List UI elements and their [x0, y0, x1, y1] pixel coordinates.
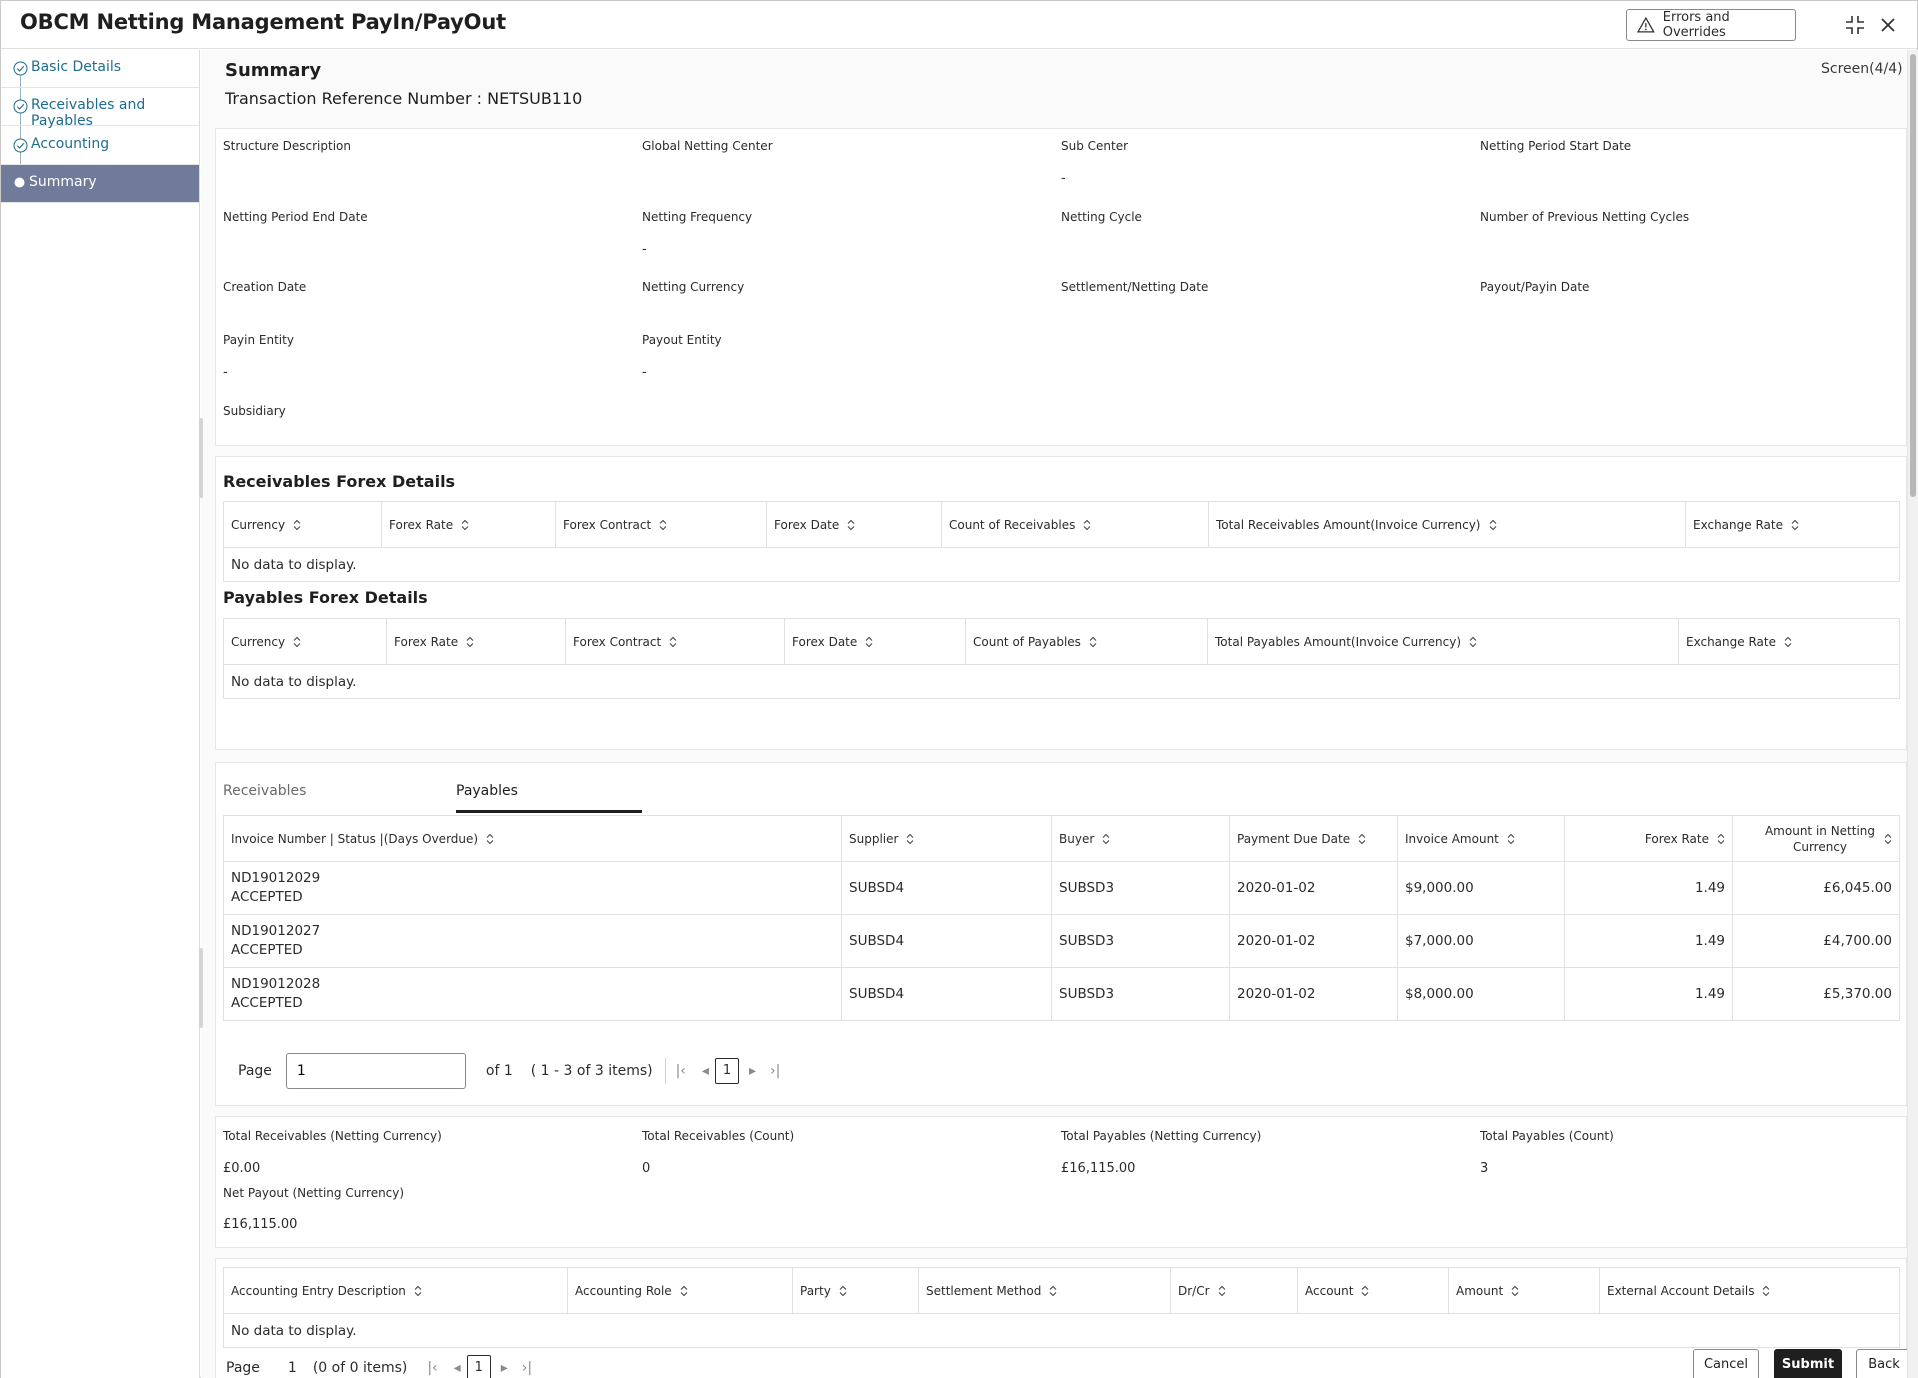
column-header[interactable]: Dr/Cr: [1171, 1268, 1298, 1314]
invoice-status: ACCEPTED: [231, 889, 303, 905]
previous-page-icon[interactable]: ◂: [453, 1360, 461, 1376]
sort-icon[interactable]: [1358, 833, 1366, 845]
errors-button-label: Errors and Overrides: [1662, 10, 1730, 40]
payables-forex-table: [223, 618, 1900, 699]
column-header[interactable]: Settlement Method: [919, 1268, 1171, 1314]
invoice-status: ACCEPTED: [231, 942, 303, 958]
page-items-text: ( 1 - 3 of 3 items): [530, 1063, 653, 1079]
column-header[interactable]: Accounting Role: [568, 1268, 793, 1314]
empty-table-message: No data to display.: [224, 1314, 1900, 1348]
forex-details-panel: [215, 456, 1907, 750]
field-label: Creation Date: [223, 280, 307, 294]
field-label: Total Payables (Netting Currency): [1061, 1129, 1262, 1143]
step-navigation: [1, 50, 200, 1378]
active-tab-indicator: [456, 810, 642, 813]
column-header[interactable]: Currency: [224, 619, 387, 665]
buyer-cell: SUBSD3: [1052, 915, 1230, 968]
table-row[interactable]: [224, 968, 1900, 1021]
column-header[interactable]: Forex Contract: [566, 619, 785, 665]
current-step-dot-icon: [14, 177, 29, 192]
field-label: Total Payables (Count): [1480, 1129, 1614, 1143]
errors-and-overrides-button[interactable]: [1626, 9, 1796, 41]
field-value: £16,115.00: [223, 1217, 298, 1232]
minimize-icon[interactable]: [1844, 14, 1866, 36]
first-page-icon[interactable]: |‹: [675, 1063, 686, 1079]
main-content: [201, 50, 1909, 1378]
header-bar: [1, 1, 1917, 49]
column-header[interactable]: Amount: [1449, 1268, 1600, 1314]
step-receivables-and-payables[interactable]: [1, 88, 199, 129]
sort-icon[interactable]: [847, 519, 855, 531]
column-header[interactable]: Exchange Rate: [1679, 619, 1900, 665]
accounting-table: [223, 1267, 1900, 1348]
payables-invoice-table: [223, 815, 1900, 1021]
invoice-number: ND19012029: [231, 870, 321, 886]
next-page-icon[interactable]: ▸: [748, 1063, 756, 1079]
page-number-input[interactable]: [286, 1053, 466, 1089]
sort-icon[interactable]: [1089, 636, 1097, 648]
field-value: -: [642, 365, 647, 380]
column-header[interactable]: Forex Date: [767, 502, 942, 548]
supplier-cell: SUBSD4: [842, 968, 1052, 1021]
sort-icon[interactable]: [486, 833, 494, 845]
sort-icon[interactable]: [1083, 519, 1091, 531]
invoice-amount-cell: $7,000.00: [1398, 915, 1565, 968]
resize-grip[interactable]: [199, 948, 203, 1028]
check-circle-icon: [13, 61, 28, 76]
column-header[interactable]: Payment Due Date: [1230, 816, 1398, 862]
column-header[interactable]: Party: [793, 1268, 919, 1314]
field-label: Netting Period End Date: [223, 210, 368, 224]
field-label: Number of Previous Netting Cycles: [1480, 210, 1690, 224]
sort-icon[interactable]: [1884, 833, 1892, 845]
column-header[interactable]: Total Payables Amount(Invoice Currency): [1208, 619, 1679, 665]
sort-icon[interactable]: [1784, 636, 1792, 648]
netting-amount-cell: £5,370.00: [1733, 968, 1900, 1021]
tab-receivables[interactable]: Receivables: [223, 783, 307, 799]
sort-icon[interactable]: [680, 1285, 688, 1297]
field-label: Structure Description: [223, 139, 351, 153]
sort-icon[interactable]: [461, 519, 469, 531]
column-header[interactable]: Forex Date: [785, 619, 966, 665]
step-summary[interactable]: [1, 165, 199, 203]
field-label: Payin Entity: [223, 333, 294, 347]
column-header[interactable]: Buyer: [1052, 816, 1230, 862]
column-header[interactable]: Total Receivables Amount(Invoice Currency): [1209, 502, 1686, 548]
step-label: Receivables and Payables: [31, 97, 146, 129]
page-label: Page: [238, 1063, 272, 1079]
column-header[interactable]: Invoice Number | Status |(Days Overdue): [224, 816, 842, 862]
sort-icon[interactable]: [839, 1285, 847, 1297]
current-page-button[interactable]: 1: [715, 1058, 739, 1084]
check-circle-icon: [13, 138, 28, 153]
sort-icon[interactable]: [293, 636, 301, 648]
buyer-cell: SUBSD3: [1052, 862, 1230, 915]
next-page-icon[interactable]: ▸: [500, 1360, 508, 1376]
receivables-forex-title: Receivables Forex Details: [223, 472, 456, 491]
payables-forex-title: Payables Forex Details: [223, 588, 428, 607]
scrollbar-thumb[interactable]: [1910, 54, 1916, 497]
column-header[interactable]: Forex Rate: [387, 619, 566, 665]
field-label: Netting Frequency: [642, 210, 753, 224]
tab-payables[interactable]: Payables: [456, 783, 518, 799]
column-header[interactable]: Accounting Entry Description: [224, 1268, 568, 1314]
netting-amount-cell: £4,700.00: [1733, 915, 1900, 968]
invoice-number: ND19012027: [231, 923, 321, 939]
forex-rate-cell: 1.49: [1565, 915, 1733, 968]
summary-details-panel: [215, 128, 1907, 446]
screen-indicator: Screen(4/4): [1821, 61, 1903, 77]
totals-panel: [215, 1116, 1907, 1248]
field-label: Sub Center: [1061, 139, 1129, 153]
field-label: Subsidiary: [223, 404, 286, 418]
empty-table-message: No data to display.: [224, 665, 1900, 699]
page-items-text: (0 of 0 items): [312, 1360, 408, 1376]
sort-icon[interactable]: [1762, 1285, 1770, 1297]
sort-icon[interactable]: [1049, 1285, 1057, 1297]
sort-icon[interactable]: [906, 833, 914, 845]
due-date-cell: 2020-01-02: [1230, 915, 1398, 968]
column-header[interactable]: Forex Rate: [382, 502, 556, 548]
field-value: £16,115.00: [1061, 1161, 1136, 1176]
column-header[interactable]: Invoice Amount: [1398, 816, 1565, 862]
netting-amount-cell: £6,045.00: [1733, 862, 1900, 915]
supplier-cell: SUBSD4: [842, 915, 1052, 968]
field-label: Netting Cycle: [1061, 210, 1142, 224]
column-header[interactable]: Exchange Rate: [1686, 502, 1900, 548]
column-header[interactable]: Amount in Netting Currency: [1733, 816, 1900, 862]
supplier-cell: SUBSD4: [842, 862, 1052, 915]
close-icon[interactable]: [1877, 14, 1899, 36]
field-value: £0.00: [223, 1161, 261, 1176]
page-label: Page: [226, 1360, 260, 1376]
accounting-panel: [215, 1258, 1907, 1378]
column-header[interactable]: Forex Rate: [1565, 816, 1733, 862]
summary-title: Summary: [225, 60, 322, 81]
field-value: 0: [642, 1161, 651, 1176]
field-label: Global Netting Center: [642, 139, 773, 153]
first-page-icon[interactable]: |‹: [427, 1360, 438, 1376]
back-button[interactable]: Back: [1856, 1349, 1912, 1378]
sort-icon[interactable]: [466, 636, 474, 648]
field-value: -: [642, 242, 647, 257]
due-date-cell: 2020-01-02: [1230, 862, 1398, 915]
column-header[interactable]: Forex Contract: [556, 502, 767, 548]
sort-icon[interactable]: [1102, 833, 1110, 845]
cancel-button[interactable]: Cancel: [1693, 1349, 1759, 1378]
invoice-amount-cell: $9,000.00: [1398, 862, 1565, 915]
sort-icon[interactable]: [293, 519, 301, 531]
step-label: Basic Details: [31, 59, 122, 75]
field-label: Total Receivables (Netting Currency): [223, 1129, 442, 1143]
table-row[interactable]: [224, 862, 1900, 915]
vertical-scrollbar[interactable]: [1907, 50, 1918, 1378]
column-header[interactable]: Currency: [224, 502, 382, 548]
invoice-amount-cell: $8,000.00: [1398, 968, 1565, 1021]
table-row[interactable]: [224, 915, 1900, 968]
column-header[interactable]: External Account Details: [1600, 1268, 1900, 1314]
invoices-panel: [215, 762, 1907, 1106]
receivables-forex-table: [223, 501, 1900, 582]
field-value: -: [1061, 171, 1066, 186]
sort-icon[interactable]: [414, 1285, 422, 1297]
resize-grip[interactable]: [199, 418, 203, 498]
page-of-text: of 1: [485, 1063, 513, 1079]
field-label: Netting Period Start Date: [1480, 139, 1632, 153]
check-circle-icon: [13, 99, 28, 114]
sort-icon[interactable]: [865, 636, 873, 648]
sort-icon[interactable]: [1717, 833, 1725, 845]
transaction-reference: Transaction Reference Number : NETSUB110: [225, 89, 583, 108]
invoice-status: ACCEPTED: [231, 995, 303, 1011]
column-header[interactable]: Count of Receivables: [942, 502, 1209, 548]
field-label: Payout/Payin Date: [1480, 280, 1590, 294]
sort-icon[interactable]: [1507, 833, 1515, 845]
sort-icon[interactable]: [1791, 519, 1799, 531]
invoice-number: ND19012028: [231, 976, 321, 992]
sort-icon[interactable]: [669, 636, 677, 648]
page-title: OBCM Netting Management PayIn/PayOut: [20, 10, 506, 34]
field-label: Total Receivables (Count): [642, 1129, 795, 1143]
field-value: 3: [1480, 1161, 1489, 1176]
warning-icon: [1637, 17, 1655, 33]
forex-rate-cell: 1.49: [1565, 862, 1733, 915]
sort-icon[interactable]: [1469, 636, 1477, 648]
step-label: Accounting: [31, 136, 110, 152]
accounting-pager: [226, 1355, 536, 1378]
due-date-cell: 2020-01-02: [1230, 968, 1398, 1021]
forex-rate-cell: 1.49: [1565, 968, 1733, 1021]
field-label: Net Payout (Netting Currency): [223, 1186, 405, 1200]
field-label: Settlement/Netting Date: [1061, 280, 1209, 294]
field-label: Netting Currency: [642, 280, 745, 294]
previous-page-icon[interactable]: ◂: [701, 1063, 709, 1079]
step-label: Summary: [29, 174, 97, 190]
step-basic-details[interactable]: [1, 50, 199, 88]
page-number-value: 1: [287, 1360, 297, 1376]
sort-icon[interactable]: [1218, 1285, 1226, 1297]
column-header[interactable]: Supplier: [842, 816, 1052, 862]
current-page-button[interactable]: 1: [467, 1355, 491, 1378]
column-header[interactable]: Count of Payables: [966, 619, 1208, 665]
last-page-icon[interactable]: ›|: [769, 1063, 781, 1079]
buyer-cell: SUBSD3: [1052, 968, 1230, 1021]
invoice-pager: [238, 1053, 784, 1089]
sort-icon[interactable]: [1511, 1285, 1519, 1297]
field-label: Payout Entity: [642, 333, 722, 347]
submit-button[interactable]: Submit: [1774, 1349, 1842, 1378]
sort-icon[interactable]: [1361, 1285, 1369, 1297]
field-value: -: [223, 365, 228, 380]
sort-icon[interactable]: [659, 519, 667, 531]
invoice-tabs: [223, 783, 723, 813]
column-header[interactable]: Account: [1298, 1268, 1449, 1314]
last-page-icon[interactable]: ›|: [521, 1360, 533, 1376]
sort-icon[interactable]: [1489, 519, 1497, 531]
step-accounting[interactable]: [1, 127, 199, 165]
empty-table-message: No data to display.: [224, 548, 1900, 582]
